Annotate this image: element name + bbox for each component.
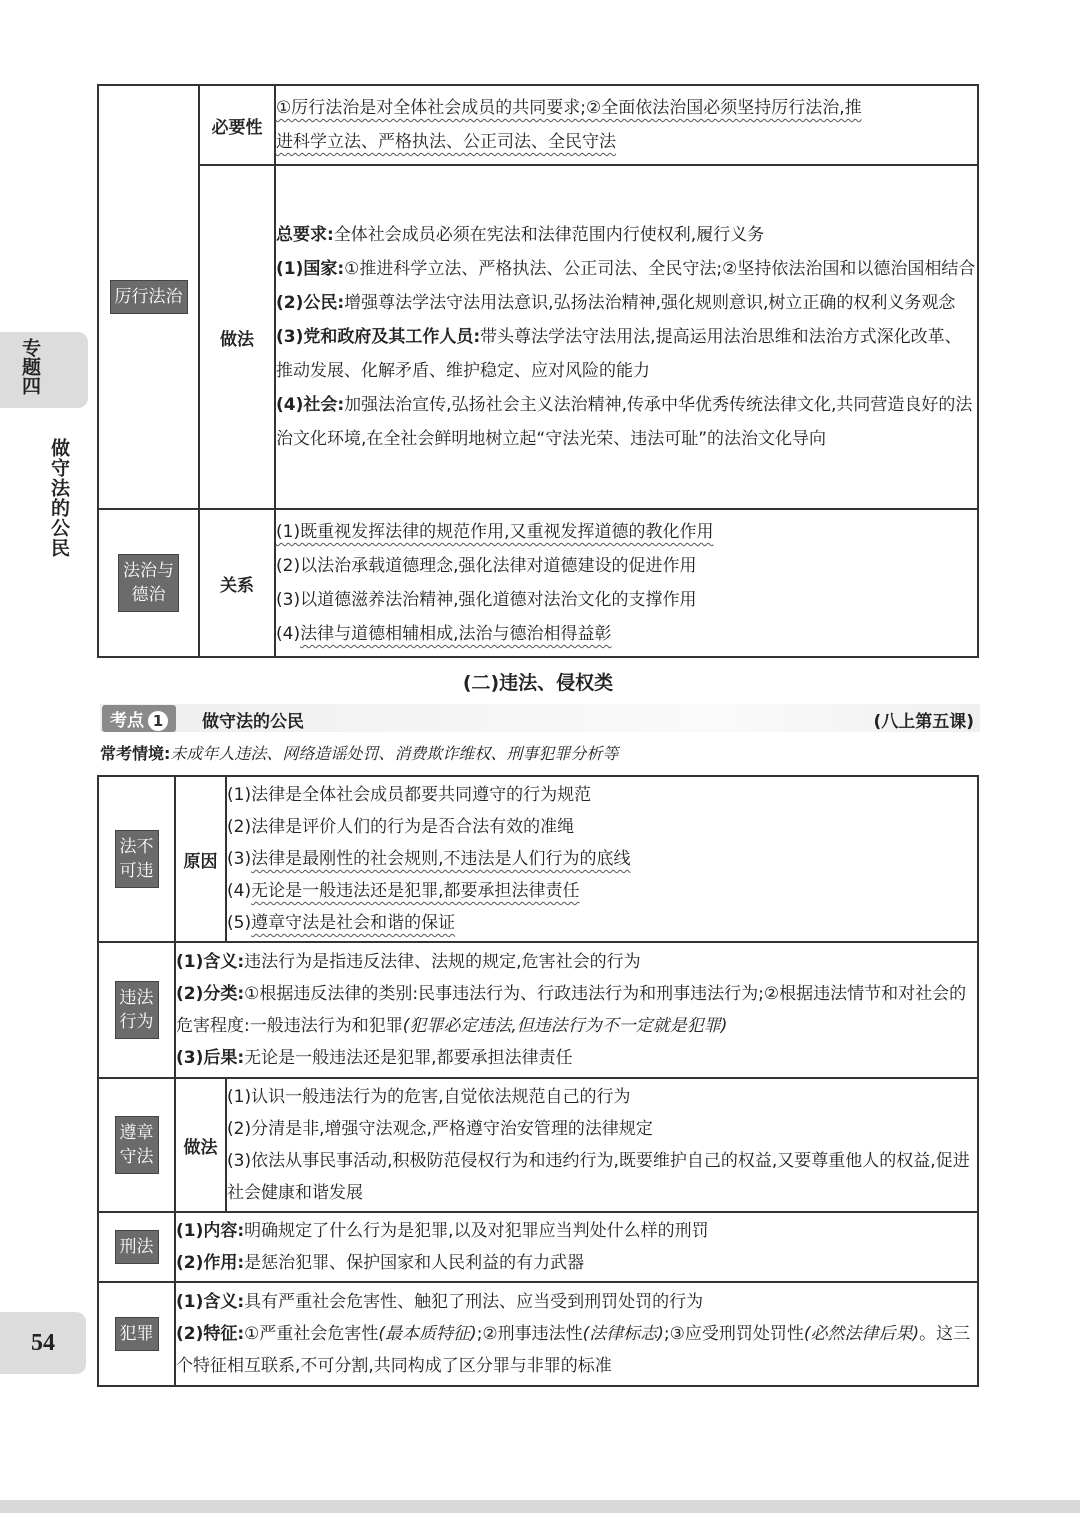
item-note: (最本质特征): [378, 1324, 477, 1344]
list-item: (1)法律是全体社会成员都要共同遵守的行为规范: [227, 785, 592, 805]
list-item: (3)以道德滋养法治精神,强化道德对法治文化的支撑作用: [276, 590, 697, 610]
item-label: 总要求:: [276, 225, 334, 245]
crime-content: [175, 1282, 978, 1386]
list-item: (2)分清是非,增强守法观念,严格遵守治安管理的法律规定: [227, 1119, 653, 1139]
list-item: [176, 1318, 977, 1382]
scenario-label: 常考情境:: [100, 744, 171, 763]
item-text: 带头尊法学法守法用法,提高运用法治思维和法治方式深化改革、推动发展、化解矛盾、维护稳定、应对风险的能力: [276, 327, 962, 381]
label-criminal-law: 刑法: [115, 1230, 159, 1264]
table-rule-of-law: [97, 84, 979, 658]
list-item: [227, 907, 977, 939]
item-label: (1)内容:: [176, 1221, 245, 1241]
section-title: (二)违法、侵权类: [462, 672, 614, 694]
item-text: ①严重社会危害性: [244, 1324, 379, 1344]
label-cell: [98, 1282, 175, 1386]
reason-content: [226, 776, 978, 942]
kaodian-badge-box: [102, 705, 176, 732]
item-text: 无论是一般违法还是犯罪,都要承担法律责任: [251, 881, 580, 901]
necessity-line-1: ①厉行法治是对全体社会成员的共同要求;②全面依法治国必须坚持厉行法治,推: [276, 98, 862, 118]
scenario-line: [100, 741, 618, 764]
item-label: (3)党和政府及其工作人员:: [276, 327, 481, 347]
list-item: (3)依法从事民事活动,积极防范侵权行为和违约行为,既要维护自己的权益,又要尊重他人的权益,促进社会健康和谐发展: [227, 1151, 970, 1203]
item-text: 遵章守法是社会和谐的保证: [251, 913, 456, 933]
item-note: (法律标志): [582, 1324, 664, 1344]
key-practice: 做法: [175, 1078, 226, 1212]
table-row: [98, 165, 978, 509]
kaodian-badge-text: 考点: [110, 711, 144, 731]
item-text: ;③应受刑罚处罚性: [663, 1324, 804, 1344]
illegal-behavior-content: [175, 942, 978, 1078]
criminal-law-content: [175, 1212, 978, 1282]
label-line: 德治: [131, 585, 166, 605]
item-text: 全体社会成员必须在宪法和法律范围内行使权利,履行义务: [333, 225, 765, 245]
topic-text: 专题四: [19, 338, 41, 395]
page-number: 54: [31, 1329, 55, 1356]
practice-content: [275, 165, 978, 509]
table-row: [98, 1282, 978, 1386]
list-item: [176, 1286, 977, 1318]
item-prefix: (3): [227, 849, 252, 869]
item-text: 法律是最刚性的社会规则,不违法是人们行为的底线: [251, 849, 631, 869]
table-row: [98, 85, 978, 165]
item-note: (必然法律后果): [803, 1324, 920, 1344]
label-line: 可违: [119, 861, 154, 881]
table-row: [98, 776, 978, 942]
label-line: 遵章: [119, 1123, 154, 1143]
sidebar-subtitle: [44, 438, 74, 563]
list-item: [276, 252, 977, 286]
list-item: (2)法律是评价人们的行为是否合法有效的准绳: [227, 817, 575, 837]
item-text: ;②刑事违法性: [476, 1324, 583, 1344]
item-label: (1)含义:: [176, 952, 245, 972]
table-row: [98, 1212, 978, 1282]
list-item: [276, 286, 977, 320]
list-item: [276, 388, 977, 456]
item-prefix: (4): [276, 624, 301, 644]
kaodian-badge: [102, 705, 176, 732]
item-label: (2)公民:: [276, 293, 345, 313]
page-number-tab: [0, 1312, 86, 1374]
item-prefix: (5): [227, 913, 252, 933]
item-prefix: (4): [227, 881, 252, 901]
list-item: [176, 978, 977, 1042]
abide-law-content: [226, 1078, 978, 1212]
list-item: [227, 875, 977, 907]
item-text: 违法行为是指违反法律、法规的规定,危害社会的行为: [244, 952, 641, 972]
label-cell: [98, 1212, 175, 1282]
label-cell: [98, 942, 175, 1078]
kaodian-bar: [100, 704, 980, 732]
sidebar-subtitle-text: 做守法的公民: [48, 438, 70, 558]
item-label: (2)分类:: [176, 984, 245, 1004]
item-text: 加强法治宣传,弘扬社会主义法治精神,传承中华优秀传统法律文化,共同营造良好的法治文化环境,在全社会鲜明地树立起“守法光荣、违法可耻”的法治文化导向: [276, 395, 973, 449]
label-cell: [98, 776, 175, 942]
table-law-abiding: [97, 775, 979, 1387]
label-line: 守法: [119, 1147, 154, 1167]
item-label: (2)特征:: [176, 1324, 245, 1344]
group-label-rule-of-law: 厉行法治: [110, 280, 188, 314]
item-label: (2)作用:: [176, 1253, 245, 1273]
list-item: [276, 320, 977, 388]
item-label: (4)社会:: [276, 395, 345, 415]
list-item: (1)既重视发挥法律的规范作用,又重视发挥道德的教化作用: [276, 522, 714, 542]
table-row: [98, 942, 978, 1078]
table-row: [98, 1078, 978, 1212]
scenario-text: 未成年人违法、网络造谣处罚、消费欺诈维权、刑事犯罪分析等: [170, 744, 619, 763]
group-label-cell: [98, 85, 199, 509]
item-note: (犯罪必定违法,但违法行为不一定就是犯罪): [402, 1016, 728, 1036]
item-label: (3)后果:: [176, 1048, 245, 1068]
list-item: (1)认识一般违法行为的危害,自觉依法规范自己的行为: [227, 1087, 631, 1107]
key-relation: 关系: [199, 509, 275, 657]
list-item: [176, 1247, 977, 1279]
label-line: 行为: [119, 1012, 154, 1032]
label-line: 违法: [119, 988, 154, 1008]
item-text: 明确规定了什么行为是犯罪,以及对犯罪应当判处什么样的刑罚: [244, 1221, 709, 1241]
label-abide-law: [115, 1116, 159, 1174]
item-text: 无论是一般违法还是犯罪,都要承担法律责任: [244, 1048, 573, 1068]
item-text: ①根据违反法律的类别:民事违法行为、行政违法行为和刑事违法行为;②根据违法情节和对社会的危害程度:一般违法行为和犯罪: [176, 984, 967, 1036]
item-label: (1)国家:: [276, 259, 345, 279]
kaodian-lesson: (八上第五课): [873, 712, 974, 732]
label-line: 法不: [119, 837, 154, 857]
necessity-content: [275, 85, 978, 165]
item-text: 具有严重社会危害性、触犯了刑法、应当受到刑罚处罚的行为: [244, 1292, 704, 1312]
item-label: (1)含义:: [176, 1292, 245, 1312]
bottom-edge: [0, 1500, 1080, 1513]
label-illegal-behavior: [115, 981, 159, 1039]
list-item: [176, 1042, 977, 1074]
list-item: [227, 843, 977, 875]
list-item: [276, 218, 977, 252]
list-item: (2)以法治承载道德理念,强化法律对道德建设的促进作用: [276, 556, 697, 576]
kaodian-title: 做守法的公民: [202, 712, 304, 732]
list-item: [176, 1215, 977, 1247]
label-line: 法治与: [123, 561, 174, 581]
label-crime: 犯罪: [115, 1317, 159, 1351]
group-label-cell: [98, 509, 199, 657]
item-text: 。这三个特征相互联系,不可分割,共同构成了区分罪与非罪的标准: [176, 1324, 971, 1376]
necessity-line-2: 进科学立法、严格执法、公正司法、全民守法: [276, 132, 616, 152]
key-reason: 原因: [175, 776, 226, 942]
item-text: 增强尊法学法守法用法意识,弘扬法治精神,强化规则意识,树立正确的权利义务观念: [344, 293, 956, 313]
kaodian-number: 1: [148, 711, 168, 731]
topic-label: [0, 332, 60, 400]
label-must-not-violate: [115, 830, 159, 888]
list-item: [176, 946, 977, 978]
item-text: 法律与道德相辅相成,法治与德治相得益彰: [300, 624, 612, 644]
key-necessity: 必要性: [199, 85, 275, 165]
key-practice: 做法: [199, 165, 275, 509]
item-text: 是惩治犯罪、保护国家和人民利益的有力武器: [244, 1253, 585, 1273]
group-label-law-and-virtue: [118, 554, 179, 612]
list-item: [276, 617, 977, 651]
topic-tab: [0, 332, 88, 408]
item-text: ①推进科学立法、严格执法、公正司法、全民守法;②坚持依法治国和以德治国相结合: [344, 259, 976, 279]
relation-content: [275, 509, 978, 657]
table-row: [98, 509, 978, 657]
label-cell: [98, 1078, 175, 1212]
